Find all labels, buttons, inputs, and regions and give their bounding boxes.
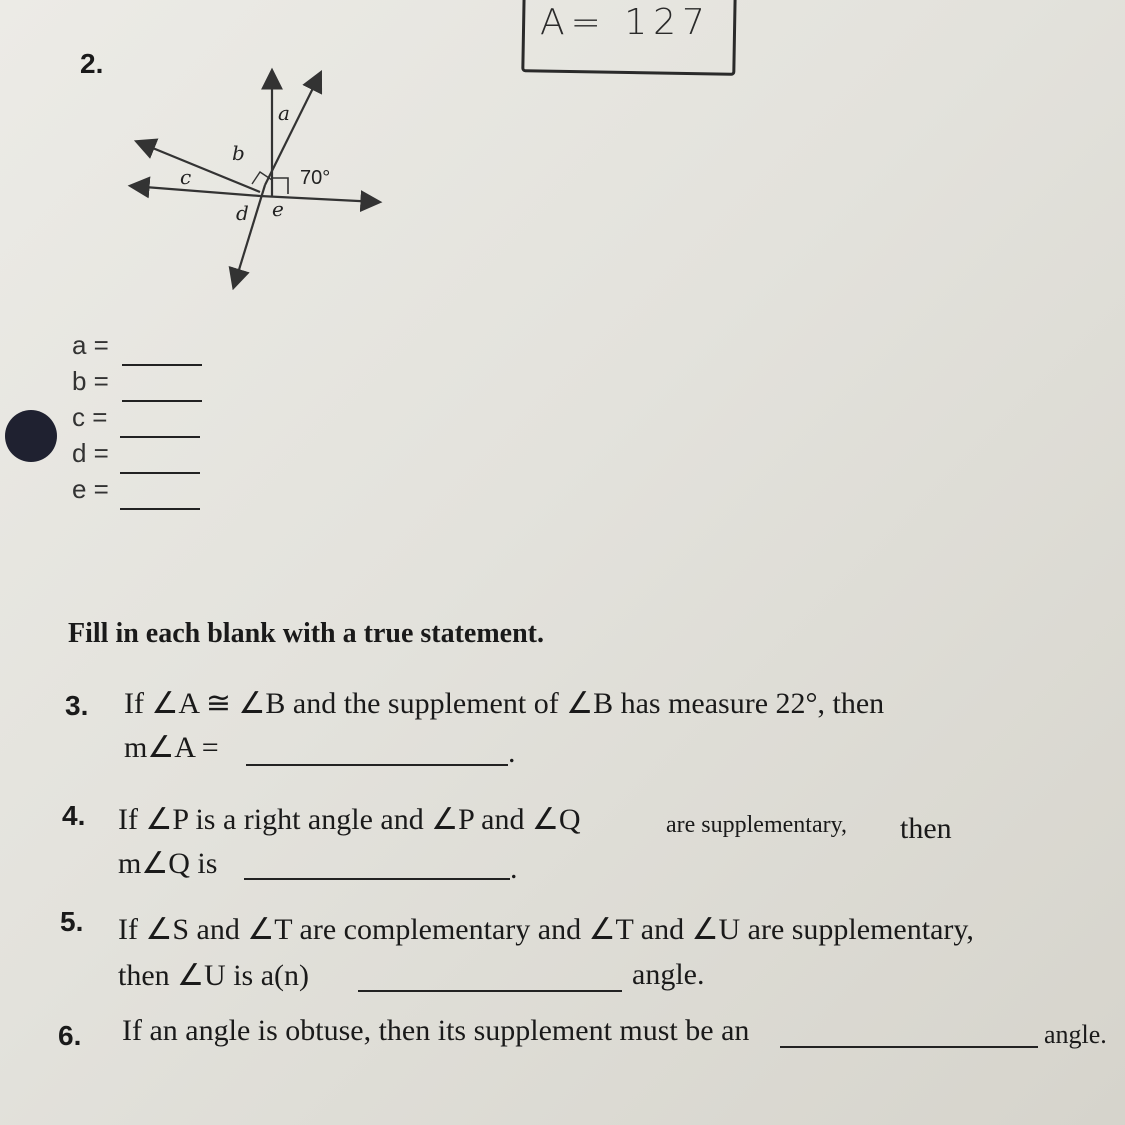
label-c: c: [180, 165, 192, 189]
q5-line1: If ∠S and ∠T are complementary and ∠T and ∠U are supplementary,: [118, 913, 974, 946]
q4-period: .: [510, 852, 518, 885]
q3-line1: If ∠A ≅ ∠B and the supplement of ∠B has measure 22°, then: [124, 687, 885, 720]
q5-number: 5.: [60, 906, 84, 937]
q3-period: .: [508, 736, 516, 769]
answer-d-blank[interactable]: [120, 472, 200, 474]
answer-a-label: a =: [72, 330, 109, 360]
q6-line1-suffix: angle.: [1044, 1020, 1107, 1049]
q4-blank[interactable]: [244, 878, 510, 880]
q6-line1-prefix: If an angle is obtuse, then its supplement must be an: [122, 1014, 750, 1047]
section-heading: Fill in each blank with a true statement.: [68, 618, 544, 649]
q3-number: 3.: [65, 690, 89, 721]
answer-b-blank[interactable]: [122, 400, 202, 402]
q5-blank[interactable]: [358, 990, 622, 992]
handwritten-answer: A= 127: [540, 2, 711, 43]
label-a: a: [278, 101, 290, 125]
q6-number: 6.: [58, 1020, 82, 1051]
answer-e-blank[interactable]: [120, 508, 200, 510]
q6-blank[interactable]: [780, 1046, 1038, 1048]
horizontal-line: [132, 186, 260, 196]
answer-c-blank[interactable]: [120, 436, 200, 438]
q5-line2-prefix: then ∠U is a(n): [118, 959, 310, 992]
angle-70-label: 70°: [300, 167, 331, 189]
angle-diagram: [120, 60, 390, 300]
label-e: e: [272, 197, 284, 221]
q4-line1-a: If ∠P is a right angle and ∠P and ∠Q: [118, 803, 581, 836]
q4-line2-prefix: m∠Q is: [118, 847, 218, 880]
q4-line1-b: are supplementary,: [666, 812, 848, 838]
answer-b-label: b =: [72, 366, 109, 396]
q5-line2-suffix: angle.: [632, 958, 705, 991]
hole-punch: [5, 410, 57, 462]
answer-d-label: d =: [72, 438, 109, 468]
label-d: d: [236, 201, 249, 225]
problem-number: 2.: [80, 48, 104, 79]
q4-number: 4.: [62, 800, 86, 831]
answer-c-label: c =: [72, 402, 108, 432]
right-angle-mark: [272, 178, 288, 194]
q4-line1-c: then: [900, 812, 952, 845]
answer-a-blank[interactable]: [122, 364, 202, 366]
q3-line2-prefix: m∠A =: [124, 731, 219, 764]
label-b: b: [232, 141, 245, 165]
answer-e-label: e =: [72, 474, 109, 504]
q3-blank[interactable]: [246, 764, 508, 766]
